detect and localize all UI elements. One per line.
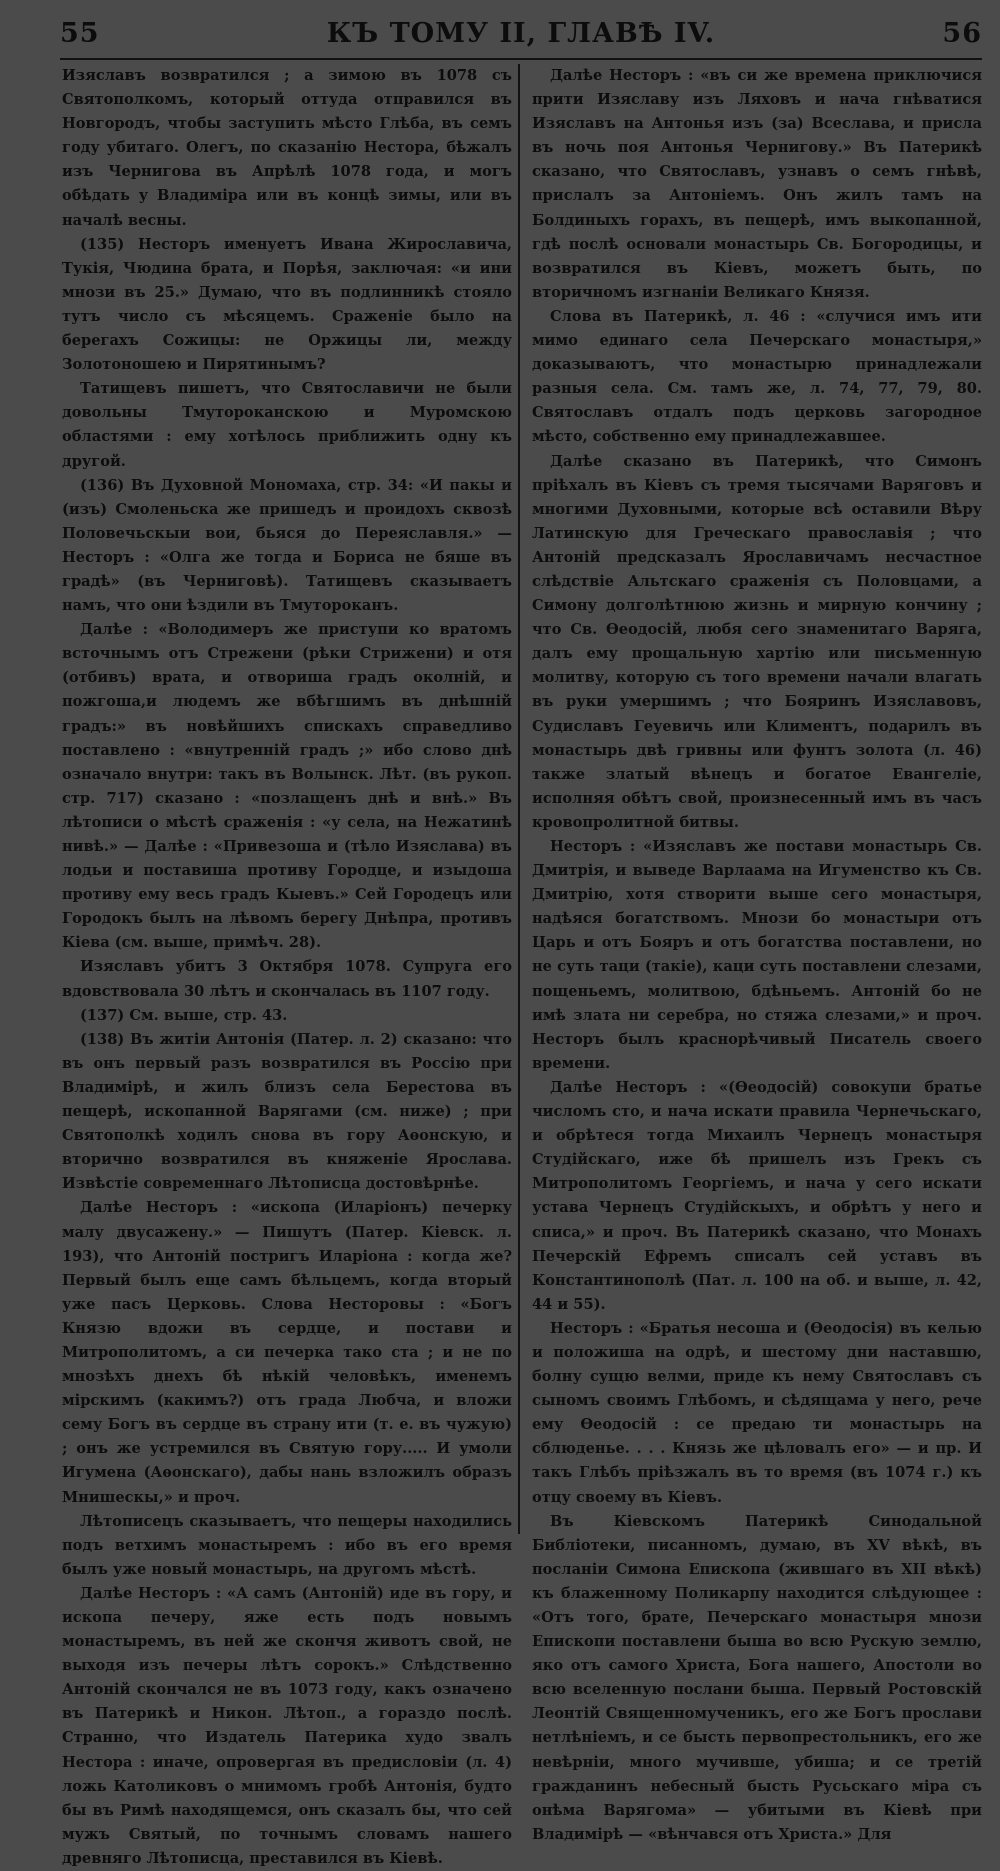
paragraph: (138) Въ житіи Антонія (Патер. л. 2) сказано: что въ онъ первый разъ возвратился въ Россію при Владимірѣ, и жилъ близъ села Берестова въ пещерѣ, ископанной Варягами (см. ниже) ; при Святополкѣ ходилъ снова въ гору Аѳонскую, и вторично возвратился въ княженіе Ярослава. Извѣстіе современнаго Лѣтописца достовѣрнѣе.: [62, 1030, 512, 1193]
paragraph: Несторъ : «Изяславъ же постави монастырь Св. Дмитрія, и выведе Варлаама на Игуменство къ Св. Дмитрію, хотя створити выше сего монастыря, надѣяся богатствомъ. Мнози бо монастыри отъ Царь и отъ Бояръ и отъ богатства поставлени, но не суть таци (такіе), каци суть поставлени слезами, пощеньемъ, молитвою, бдѣньемъ. Антоній бо не имѣ злата ни серебра, но стяжа слезами,» и проч. Несторъ былъ краснорѣчивый Писатель своего времени.: [532, 838, 982, 1072]
paragraph: (136) Въ Духовной Мономаха, стр. 34: «И пакы и (изъ) Смоленьска же пришедъ и проидохъ сквозѣ Половечьскыи вои, бьяся до Переяславля.» — Несторъ : «Олга же тогда и Бориса не бяше въ градѣ» (въ Черниговѣ). Татищевъ сказываетъ намъ, что они ѣздили въ Тмутороканъ.: [62, 476, 512, 615]
paragraph: Въ Кіевскомъ Патерикѣ Синодальной Библіотеки, писанномъ, думаю, въ XV вѣкѣ, въ посланіи Симона Епископа (жившаго въ XII вѣкѣ) къ блаженному Поликарпу находится слѣдующее : «Отъ того, брате, Печерскаго монастыря мнози Епископи поставлени быша во всю Рускую землю, яко отъ самого Христа, Бога нашего, Апостоли во всю вселенную послани быша. Первый Ростовскій Леонтій Священномученикъ, его же Богъ прослави нетлѣніемъ, и се бысть первопрестольникъ, его же невѣрніи, много мучивше, убиша; и се третій гражданинъ небесный бысть Русьскаго міра съ онѣма Варягома» — убитыми въ Кіевѣ при Владимірѣ — «вѣнчався отъ Христа.» Для: [532, 1512, 982, 1843]
running-title: КЪ ТОМУ II, ГЛАВѢ IV.: [326, 18, 716, 49]
right-column: [532, 64, 982, 1843]
paragraph: Татищевъ пишетъ, что Святославичи не были довольны Тмутороканскою и Муромскою областями : ему хотѣлось приближить одну къ другой.: [62, 380, 512, 470]
paragraph: Далѣе Несторъ : «ископа (Иларіонъ) печерку малу двусажену.» — Пишутъ (Патер. Кіевск. л. 193), что Антоній постригъ Иларіона : когда же? Первый былъ еще самъ бѣльцемъ, когда вторый уже пасъ Церковь. Слова Несторовы : «Богъ Князю вдожи въ сердце, и постави и Митрополитомъ, а си печерка тако ста ; и не по мнозѣхъ днехъ бѣ нѣкій человѣкъ, именемъ мірскимъ (какимъ?) отъ града Любча, и вложи сему Богъ въ сердце въ страну ити (т. е. въ чужую) ; онъ же устремился въ Святую гору..... И умоли Игумена (Аѳонскаго), дабы нань взложилъ образъ Мнишескы,» и проч.: [62, 1199, 512, 1506]
left-column: [62, 64, 512, 1867]
paragraph: Далѣе Несторъ : «въ си же времена приключися прити Изяславу изъ Ляховъ и нача гнѣватися Изяславъ на Антонья изъ (за) Всеслава, и присла въ ночь поя Антонья Чернигову.» Въ Патерикѣ сказано, что Святославъ, узнавъ о семъ гнѣвѣ, прислалъ за Антоніемъ. Онъ жилъ тамъ на Болдиныхъ горахъ, въ пещерѣ, имъ выкопанной, гдѣ послѣ основали монастырь Св. Богородицы, и возвратился въ Кіевъ, можетъ быть, по вторичномъ изгнаніи Великаго Князя.: [532, 67, 982, 301]
paragraph: Лѣтописецъ сказываетъ, что пещеры находились подъ ветхимъ монастыремъ : ибо въ его время былъ уже новый монастырь, на другомъ мѣстѣ.: [62, 1512, 512, 1578]
paragraph: Несторъ : «Братья несоша и (Ѳеодосія) въ келью и положиша на одрѣ, и шестому дни наставшю, болну сущю велми, приде къ нему Святославъ съ сыномъ своимъ Глѣбомъ, и сѣдящама у него, рече ему Ѳеодосій : се предаю ти монастырь на сблюденье. . . . Князь же цѣловалъ его» — и пр. И такъ Глѣбъ пріѣзжалъ въ то время (въ 1074 г.) къ отцу своему въ Кіевъ.: [532, 1319, 982, 1506]
paragraph: Изяславъ убитъ 3 Октября 1078. Супруга его вдовствовала 30 лѣтъ и скончалась въ 1107 году.: [62, 958, 512, 1000]
paragraph: Далѣе Несторъ : «А самъ (Антоній) иде въ гору, и ископа печеру, яже есть подъ новымъ монастыремъ, въ ней же скончя животъ свой, не выходя изъ печеры лѣтъ сорокъ.» Слѣдственно Антоній скончался не въ 1073 году, какъ означено въ Патерикѣ и Никон. Лѣтоп., а гораздо послѣ. Странно, что Издатель Патерика худо звалъ Нестора : иначе, опровергая въ предисловіи (л. 4) ложь Католиковъ о мнимомъ гробѣ Антонія, будто бы въ Римѣ находящемся, онъ сказалъ бы, что сей мужъ Святый, по точнымъ словамъ нашего древняго Лѣтописца, преставился въ Кіевѣ.: [62, 1584, 512, 1867]
page-number-right: 56: [942, 18, 982, 49]
paragraph: Далѣе : «Володимеръ же приступи ко вратомъ всточнымъ отъ Стрежени (рѣки Стрижени) и отя (отбивъ) врата, и отвориша градъ околній, и пожгоша,и людемъ же вбѣгшимъ въ днѣшній градъ:» въ новѣйшихъ спискахъ справедливо поставлено : «внутренній градъ ;» ибо слово днѣ означало внутри: такъ въ Волынск. Лѣт. (въ рукоп. стр. 717) сказано : «позлащенъ днѣ и внѣ.» Въ лѣтописи о мѣстѣ сраженія : «у села, на Нежатинѣ нивѣ.» — Далѣе : «Привезоша и (тѣло Изяслава) въ лодьи и поставиша противу Городце, и изыдоша противу ему весь градъ Кыевъ.» Сей Городецъ или Городокъ былъ на лѣвомъ берегу Днѣпра, противъ Кіева (см. выше, примѣч. 28).: [62, 621, 512, 952]
paragraph: Изяславъ возвратился ; а зимою въ 1078 съ Святополкомъ, который оттуда отправился въ Новгородъ, чтобы заступить мѣсто Глѣба, въ семъ году убитаго. Олегъ, по сказанію Нестора, бѣжалъ изъ Чернигова въ Апрѣлѣ 1078 года, и могъ обѣдать у Владиміра или въ концѣ зимы, или въ началѣ весны.: [62, 67, 512, 229]
paragraph: Далѣе сказано въ Патерикѣ, что Симонъ пріѣхалъ въ Кіевъ съ тремя тысячами Варяговъ и многими Духовными, которые всѣ оставили Вѣру Латинскую для Греческаго православія ; что Антоній предсказалъ Ярославичамъ несчастное слѣдствіе Альтскаго сраженія съ Половцами, а Симону долголѣтнюю жизнь и мирную кончину ; что Св. Ѳеодосій, любя сего знаменитаго Варяга, далъ ему прощальную хартію или письменную молитву, которую съ того времени начали влагать въ руки умершимъ ; что Бояринъ Изяславовъ, Судиславъ Геуевичь или Климентъ, подарилъ въ монастырь двѣ гривны или фунтъ золота (л. 46) также златый вѣнецъ и богатое Евангеліе, исполняя обѣтъ свой, произнесенный имъ въ часъ кровопролитной битвы.: [532, 452, 982, 831]
paragraph: Слова въ Патерикѣ, л. 46 : «случися имъ ити мимо единаго села Печерскаго монастыря,» доказываютъ, что монастырю принадлежали разныя села. См. тамъ же, л. 74, 77, 79, 80. Святославъ отдалъ подъ церковь загородное мѣсто, собственно ему принадлежавшее.: [532, 307, 982, 446]
paragraph: (135) Несторъ именуетъ Ивана Жирославича, Тукія, Чюдина брата, и Порѣя, заключая: «и ини мнози въ 25.» Думаю, что въ подлинникѣ стояло тутъ число съ мѣсяцемъ. Сраженіе было на берегахъ Сожицы: не Оржицы ли, между Золотоношею и Пирятинымъ?: [62, 235, 512, 374]
running-header: [60, 18, 982, 58]
paragraph: Далѣе Несторъ : «(Ѳеодосій) совокупи братье числомъ сто, и нача искати правила Чернечьскаго, и обрѣтеся тогда Михаилъ Чернецъ монастыря Студійскаго, иже бѣ пришелъ изъ Грекъ съ Митрополитомъ Георгіемъ, и нача у сего искати устава Чернецъ Студійскыхъ, и обрѣтъ у него и списа,» и проч. Въ Патерикѣ сказано, что Монахъ Печерскій Ефремъ списалъ сей уставъ въ Константинополѣ (Пат. л. 100 на об. и выше, л. 42, 44 и 55).: [532, 1078, 982, 1313]
page-number-left: 55: [60, 18, 100, 49]
column-divider: [518, 64, 520, 1534]
paragraph: (137) См. выше, стр. 43.: [80, 1006, 288, 1024]
header-rule: [60, 58, 982, 60]
